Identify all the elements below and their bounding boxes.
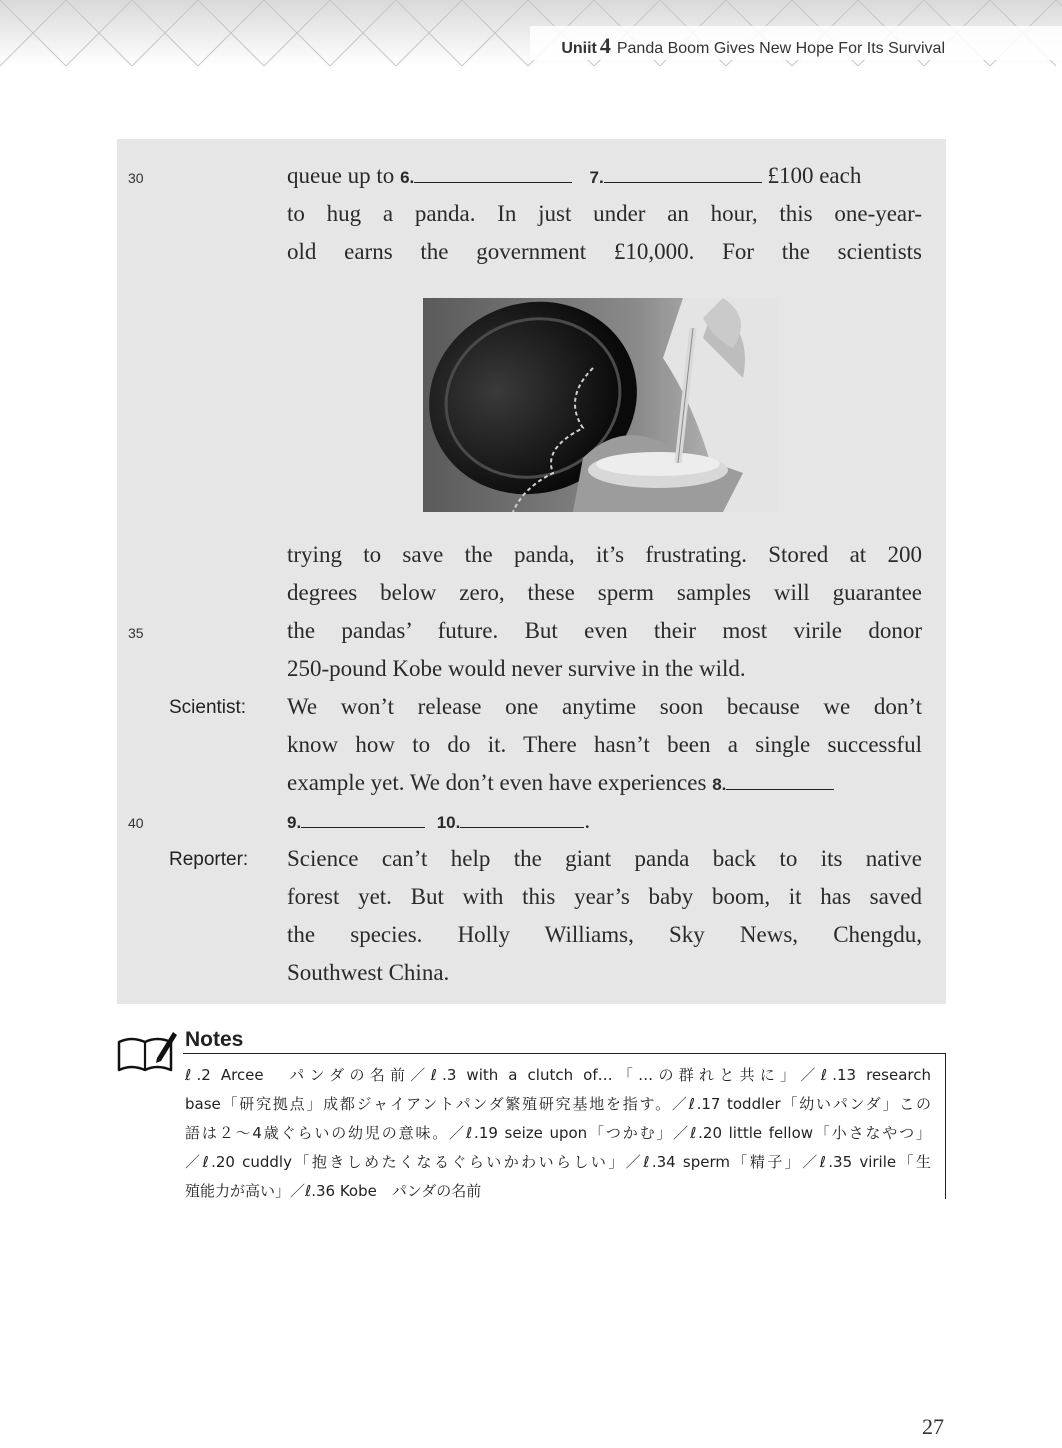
blank-8-number: 8. (712, 775, 727, 794)
notebook-pen-icon (117, 1028, 177, 1072)
blank-9-number: 9. (287, 813, 302, 832)
line-number-35: 35 (128, 625, 144, 641)
transcript-line: old earns the government £10,000. For the scientists (287, 239, 922, 264)
transcript-line: Science can’t help the giant panda back to its native (287, 846, 922, 871)
transcript-line: degrees below zero, these sperm samples will guarantee (287, 580, 922, 605)
note-line: ／ℓ.20 cuddly「抱きしめたくなるぐらいかわいらしい」／ℓ.34 sperm「精子」／ℓ.35 virile「生 (185, 1153, 931, 1171)
blank-6-number: 6. (400, 168, 415, 187)
note-line: 殖能力が高い」／ℓ.36 Kobe パンダの名前 (185, 1182, 482, 1200)
notes-title: Notes (185, 1028, 244, 1051)
lab-photo (423, 298, 779, 512)
note-line: ℓ.2 Arcee パンダの名前／ℓ.3 with a clutch of…「…の群れと共に」／ℓ.13 research (185, 1066, 931, 1084)
unit-label: Uniit (561, 40, 597, 57)
line-number-30: 30 (128, 170, 144, 186)
speaker-reporter: Reporter: (169, 849, 249, 870)
blank-10-number: 10. (436, 813, 461, 832)
transcript-line: the species. Holly Williams, Sky News, Chengdu, (287, 922, 922, 947)
unit-title: Panda Boom Gives New Hope For Its Survival (616, 40, 945, 57)
transcript-line: We won’t release one anytime soon because we don’t (287, 694, 922, 719)
blank-6-input[interactable] (414, 162, 572, 183)
transcript-line: to hug a panda. In just under an hour, this one-year- (287, 201, 922, 226)
transcript-line: forest yet. But with this year’s baby boom, it has saved (287, 884, 922, 909)
blank-7-number: 7. (589, 168, 604, 187)
blank-9-input[interactable] (301, 807, 425, 828)
transcript-line: trying to save the panda, it’s frustrating. Stored at 200 (287, 542, 922, 567)
blank-8-input[interactable] (726, 769, 834, 790)
note-line: 語は２〜4歳ぐらいの幼児の意味。／ℓ.19 seize upon「つかむ」／ℓ.20 little fellow「小さなやつ」 (185, 1124, 931, 1142)
note-line: base「研究拠点」成都ジャイアントパンダ繁殖研究基地を指す。／ℓ.17 toddler「幼いパンダ」この (185, 1095, 931, 1113)
unit-number: 4 (599, 33, 611, 58)
transcript-line: Southwest China. (287, 960, 450, 985)
transcript-line: 9. 10. . (287, 808, 591, 833)
line-number-40: 40 (128, 815, 144, 831)
page-number: 27 (922, 1414, 944, 1439)
transcript-line: know how to do it. There hasn’t been a single successful (287, 732, 922, 757)
transcript-line: example yet. We don’t even have experiences 8. (287, 764, 922, 802)
speaker-scientist: Scientist: (169, 697, 247, 718)
transcript-line: the pandas’ future. But even their most virile donor (287, 618, 922, 643)
transcript-line: 250-pound Kobe would never survive in the wild. (287, 656, 746, 681)
transcript-line: queue up to 6. 7. £100 each (287, 163, 862, 188)
blank-7-input[interactable] (604, 162, 762, 183)
blank-10-input[interactable] (460, 807, 584, 828)
running-header (561, 33, 945, 59)
